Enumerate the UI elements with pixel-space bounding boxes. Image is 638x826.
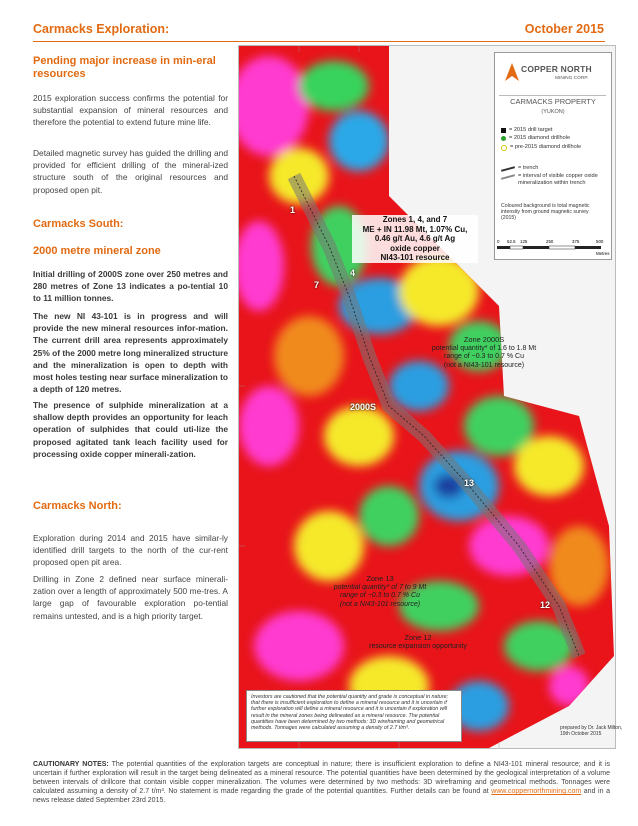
diamond-drillhole-2015-swatch [501, 136, 506, 141]
legend-item-label: = interval of visible copper oxide mineralization within trench [518, 173, 598, 186]
website-link[interactable]: www.coppernorthmining.com [491, 788, 582, 796]
zones-1-4-7-callout [352, 215, 478, 263]
map-legend [494, 52, 612, 260]
zone-2000s-line2: range of ~0.3 to 0.7 % Cu [444, 353, 524, 361]
zone-label-7: 7 [314, 280, 320, 290]
zones-line3: oxide copper [390, 243, 440, 253]
zone-13-line1: potential quantity* of 7 to 9 Mt [333, 583, 427, 591]
zone-2000s-line1: potential quantity* of 1.6 to 1.8 Mt [431, 344, 537, 352]
legend-item-label: = 2015 drill target [509, 127, 553, 133]
zone-12-line1: resource expansion opportunity [369, 642, 467, 650]
cautionary-label: CAUTIONARY NOTES: [33, 761, 109, 768]
header-title: Carmacks Exploration: [33, 22, 170, 36]
zone-label-13: 13 [464, 478, 475, 488]
section-north-p1: Exploration during 2014 and 2015 have similar-ly identified drill targets to the north of the cur-rent proposed open pit area. [33, 533, 228, 568]
scale-unit: Metres [596, 251, 610, 256]
legend-item-label: = 2015 diamond drillhole [509, 135, 571, 142]
map-disclaimer: Investors are cautioned that the potential quantity and grade is conceptual in nature; that there is insufficient exploration to define a mineral resource and it is uncertain if further exploration will define a mineral resource and it is uncertain if exploration will result in the mineral zones being delineated as a mineral resource. The potential quantities have been determined by two methods: 3D wireframing and geometrical methods. Tonnages were calculated assuming a density of 2.7 t/m³. [246, 690, 462, 742]
scale-tick: 62.5 [507, 239, 516, 244]
legend-item [501, 173, 605, 186]
zone-label-1: 1 [290, 205, 296, 215]
zone-label-4: 4 [350, 268, 356, 278]
trench-swatch [501, 166, 515, 172]
copper-north-logo-icon [505, 63, 519, 81]
section-north-p2: Drilling in Zone 2 defined near surface minerali-zation over a length of approximately 500 me-tres. A large gap of favourable exploration po-tential remains untested, and is a high priority target. [33, 574, 228, 621]
zone-13-callout [330, 575, 430, 609]
zone-label-12: 12 [540, 600, 551, 610]
logo-text: COPPER NORTH [521, 64, 592, 74]
prepared-by [560, 725, 622, 737]
zone-12-title: Zone 12 [404, 633, 432, 642]
zone-2000s-title: Zone 2000S [463, 335, 505, 344]
header-date: October 2015 [524, 22, 604, 36]
section-south-subtitle: 2000 metre mineral zone [33, 245, 161, 257]
zone-2000s-callout [424, 336, 544, 370]
section-south-p1: Initial drilling of 2000S zone over 250 metres and 280 metres of Zone 13 indicates a po-tential 10 to 11 million tonnes. [33, 269, 228, 304]
trench-interval-swatch [501, 174, 515, 180]
scale-bar [494, 236, 610, 256]
legend-note: Coloured background is total magnetic intensity from ground magnetic survey (2015) [501, 203, 590, 221]
scale-bar-graphic [494, 236, 610, 256]
zone-13-line3: (not a NI43-101 resource) [339, 600, 421, 608]
legend-item-label: = trench [518, 164, 539, 171]
cautionary-tail: and in a news release dated September 23rd 2015. [33, 788, 611, 805]
scale-tick: 0 [497, 239, 500, 244]
section-south-p2: The new NI 43-101 is in progress and will provide the new mineral resources infor-mation. The current drill area represents approximately 25% of the 2000 metre long mineralized structure and the mineralization is open to depth with most holes testing near surface mineralization to a depth of 120 metres. [33, 311, 229, 395]
zone-label-2000s: 2000S [350, 402, 377, 412]
section-north-title: Carmacks North: [33, 500, 122, 512]
legend-item [501, 144, 605, 151]
section-south-p3: The presence of sulphide mineralization at a shallow depth provides an opportunity for leach operation of sulphides that could uti-lize the proposed agitated tank leach facility used for processing oxide copper minerali-zation. [33, 400, 228, 459]
header-rule [33, 41, 605, 42]
legend-item-label: = pre-2015 diamond drillhole [510, 143, 582, 150]
legend-item [501, 135, 605, 141]
zone-13-title: Zone 13 [366, 574, 394, 583]
property-name: CARMACKS PROPERTY [510, 97, 596, 106]
company-logo [499, 57, 606, 96]
zone-12-callout [358, 634, 478, 651]
scale-tick: 125 [520, 239, 528, 244]
property-location: (YUKON) [541, 109, 565, 115]
scale-tick: 375 [572, 239, 580, 244]
section-exploration-title: Pending major increase in min-eral resources [33, 55, 216, 80]
scale-tick: 250 [546, 239, 554, 244]
zone-13-line2: range of ~0.3 to 0.7 % Cu [340, 592, 420, 600]
section-exploration-p2: Detailed magnetic survey has guided the drilling and provided for efficient drilling of the mineral-ized structure south of the original resources and proposed open pit. [33, 148, 228, 195]
cautionary-notes [33, 760, 610, 805]
cautionary-text: The potential quantities of the exploration targets are conceptual in nature; there is insufficient exploration to define a NI43-101 mineral resource; and it is uncertain if further exploration will result in the target being delineated as a mineral resource. The potential quantities have been determined by the geological interpretation of a volume between intervals of drillcore that contain visible copper mineralization. The volumes were determined by two methods: 3D wireframing and geometrical methods. Tonnages were calculated assuming a density of 2.7 t/m³. No statement is made regarding the grade of the potential quantities. Further details can be found at [33, 761, 611, 796]
section-exploration-p1: 2015 exploration success confirms the potential for substantial expansion of mineral resources and therefore the potential to extend future mine life. [33, 93, 228, 128]
zones-line4: NI43-101 resource [380, 253, 450, 263]
prepared-by-name: prepared by Dr. Jack Milton, [560, 725, 623, 731]
diamond-drillhole-pre2015-swatch [501, 145, 507, 151]
zone-2000s-line3: (not a NI43-101 resource) [443, 361, 525, 369]
logo-subtext: MINING CORP. [555, 76, 589, 81]
zones-line2: 0.46 g/t Au, 4.6 g/t Ag [374, 234, 456, 244]
section-south-title: Carmacks South: [33, 218, 124, 230]
drill-target-swatch [501, 128, 506, 133]
scale-tick: 500 [596, 239, 604, 244]
zones-title: Zones 1, 4, and 7 [382, 215, 448, 224]
legend-items [501, 127, 605, 188]
zones-line1: ME + IN 11.98 Mt, 1.07% Cu, [362, 224, 468, 234]
legend-item [501, 165, 605, 171]
legend-item [501, 127, 605, 133]
prepared-by-date: 19th October 2015 [560, 731, 602, 737]
